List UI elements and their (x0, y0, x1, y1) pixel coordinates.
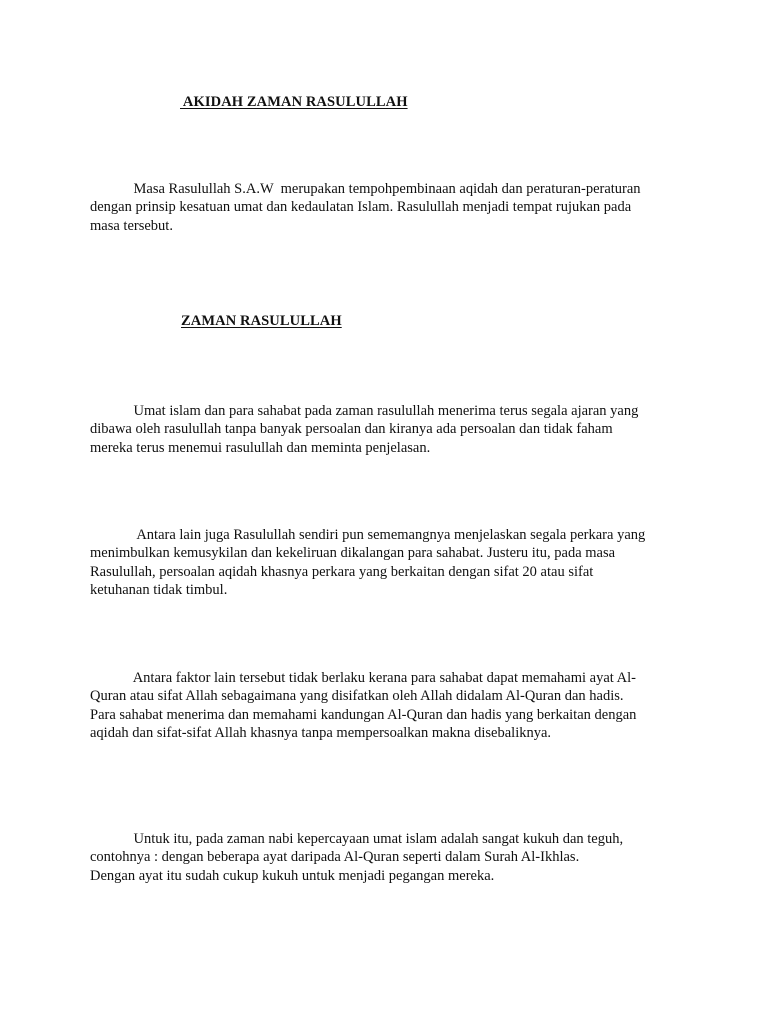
paragraph-4 (90, 669, 636, 743)
paragraph-line: ketuhanan tidak timbul. (90, 582, 228, 599)
paragraph-line: mereka terus menemui rasulullah dan meminta penjelasan. (90, 439, 431, 456)
section-heading: ZAMAN RASULULLAH (181, 313, 342, 329)
paragraph-3 (90, 526, 645, 600)
paragraph-line: Dengan ayat itu sudah cukup kukuh untuk menjadi pegangan mereka. (90, 867, 495, 884)
paragraph-line: Masa Rasulullah S.A.W merupakan tempohpembinaan aqidah dan peraturan-peraturan (90, 181, 641, 197)
paragraph-line: dibawa oleh rasulullah tanpa banyak persoalan dan kiranya ada persoalan dan tidak faham (90, 421, 613, 438)
document-title: AKIDAH ZAMAN RASULULLAH (180, 94, 408, 110)
paragraph-line: Untuk itu, pada zaman nabi kepercayaan umat islam adalah sangat kukuh dan teguh, (90, 831, 624, 847)
paragraph-2 (90, 402, 638, 457)
paragraph-line: Antara faktor lain tersebut tidak berlaku kerana para sahabat dapat memahami ayat Al- (90, 670, 636, 686)
paragraph-line: Umat islam dan para sahabat pada zaman rasulullah menerima terus segala ajaran yang (90, 403, 639, 419)
paragraph-line: masa tersebut. (90, 217, 173, 234)
paragraph-line: Antara lain juga Rasulullah sendiri pun sememangnya menjelaskan segala perkara yang (90, 527, 646, 543)
paragraph-line: Quran atau sifat Allah sebagaimana yang disifatkan oleh Allah didalam Al-Quran dan hadis. (90, 688, 624, 705)
paragraph-line: menimbulkan kemusykilan dan kekeliruan dikalangan para sahabat. Justeru itu, pada masa (90, 545, 616, 562)
paragraph-5 (90, 830, 623, 885)
paragraph-line: contohnya : dengan beberapa ayat daripada Al-Quran seperti dalam Surah Al-Ikhlas. (90, 849, 580, 866)
paragraph-line: Rasulullah, persoalan aqidah khasnya perkara yang berkaitan dengan sifat 20 atau sifat (90, 563, 594, 580)
paragraph-line: Para sahabat menerima dan memahami kandungan Al-Quran dan hadis yang berkaitan dengan (90, 706, 637, 723)
paragraph-line: aqidah dan sifat-sifat Allah khasnya tanpa mempersoalkan makna disebaliknya. (90, 725, 552, 742)
paragraph-1 (90, 180, 641, 235)
paragraph-line: dengan prinsip kesatuan umat dan kedaulatan Islam. Rasulullah menjadi tempat rujukan pada (90, 199, 632, 216)
